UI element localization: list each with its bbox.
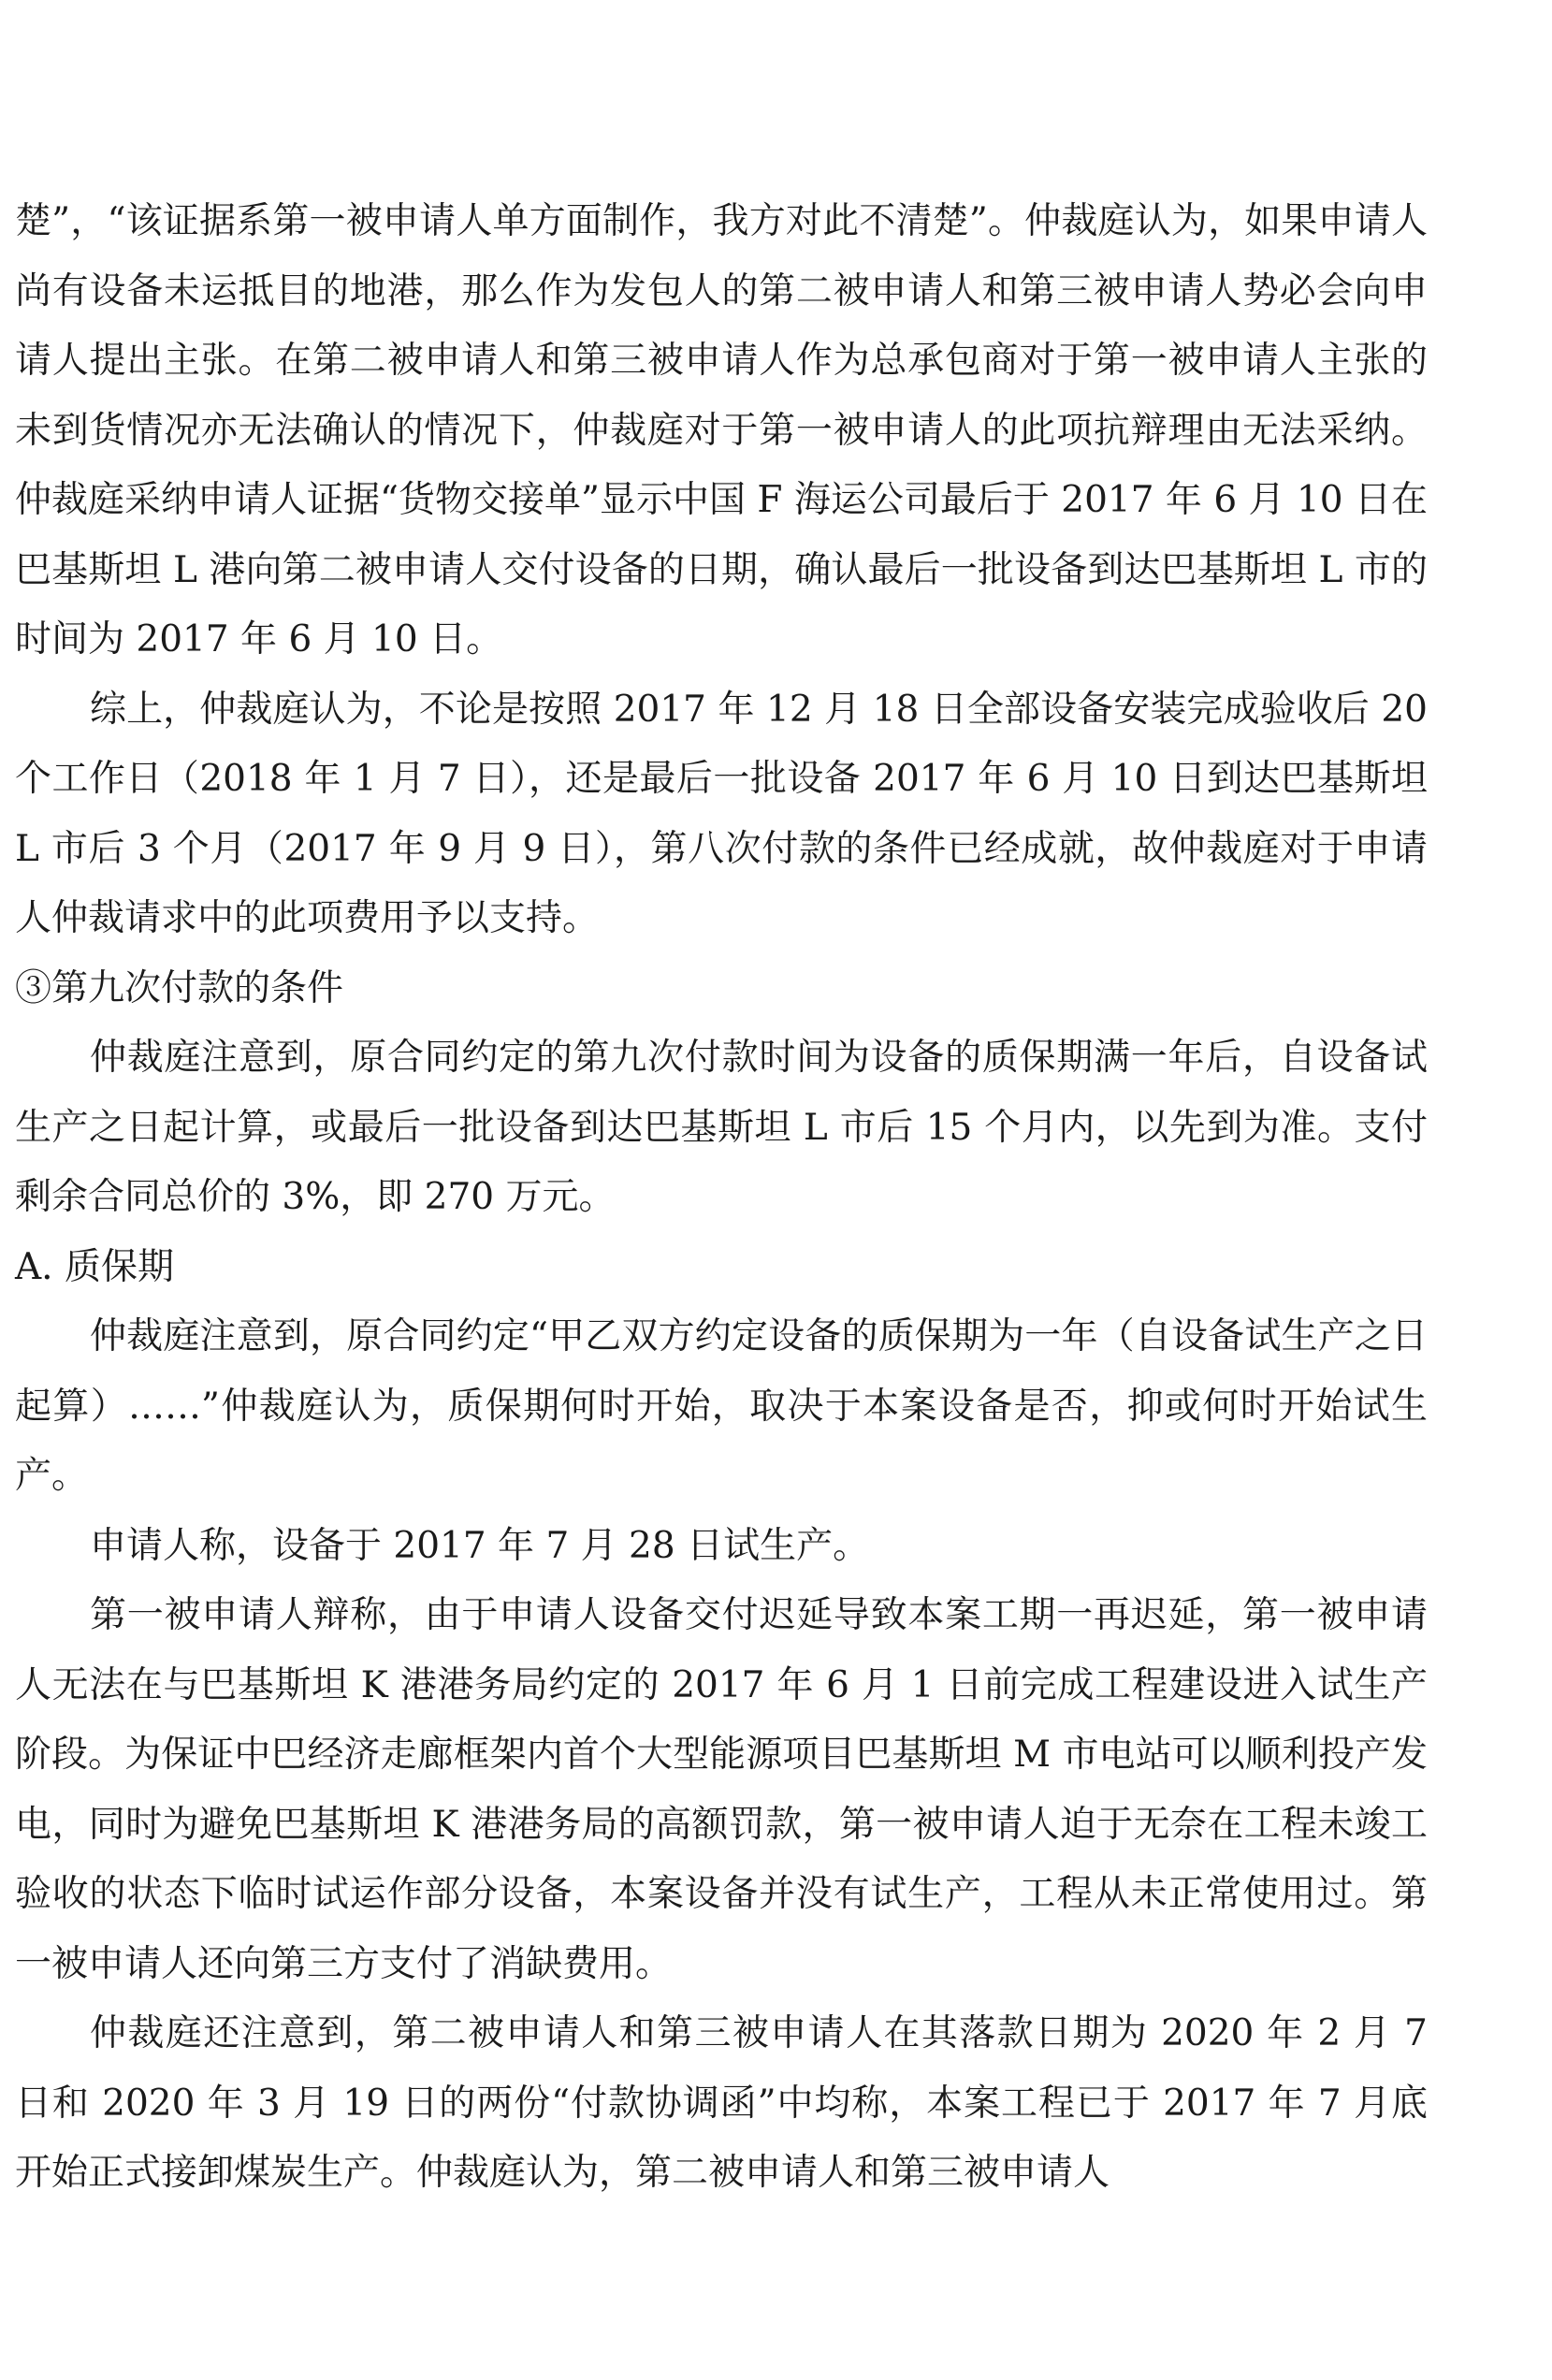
paragraph-warranty-clause: 仲裁庭注意到，原合同约定“甲乙双方约定设备的质保期为一年（自设备试生产之日起算）……”仲裁庭认为，质保期何时开始，取决于本案设备是否，抑或何时开始试生产。 [15,1315,1428,1497]
paragraph-tribunal-notes: 仲裁庭还注意到，第二被申请人和第三被申请人在其落款日期为 2020 年 2 月 7 日和 2020 年 3 月 19 日的两份“付款协调函”中均称，本案工程已于 2017 年 7 月底开始正式接卸煤炭生产。仲裁庭认为，第二被申请人和第三被申请人 [15,2012,1428,2194]
paragraph-respondent-defense: 第一被申请人辩称，由于申请人设备交付迟延导致本案工期一再迟延，第一被申请人无法在与巴基斯坦 K 港港务局约定的 2017 年 6 月 1 日前完成工程建设进入试生产阶段。为保证中巴经济走廊框架内首个大型能源项目巴基斯坦 M 市电站可以顺利投产发电，同时为避免巴基斯坦 K 港港务局的高额罚款，第一被申请人迫于无奈在工程未竣工验收的状态下临时试运作部分设备，本案设备并没有试生产，工程从未正常使用过。第一被申请人还向第三方支付了消缺费用。 [15,1594,1428,1985]
document-body [15,187,1428,2209]
paragraph-ninth-payment-terms: 仲裁庭注意到，原合同约定的第九次付款时间为设备的质保期满一年后，自设备试生产之日起计算，或最后一批设备到达巴基斯坦 L 市后 15 个月内，以先到为准。支付剩余合同总价的 3%，即 270 万元。 [15,1037,1428,1218]
paragraph-continuation: 楚”，“该证据系第一被申请人单方面制作，我方对此不清楚”。仲裁庭认为，如果申请人尚有设备未运抵目的地港，那么作为发包人的第二被申请人和第三被申请人势必会向申请人提出主张。在第二被申请人和第三被申请人作为总承包商对于第一被申请人主张的未到货情况亦无法确认的情况下，仲裁庭对于第一被申请人的此项抗辩理由无法采纳。仲裁庭采纳申请人证据“货物交接单”显示中国 F 海运公司最后于 2017 年 6 月 10 日在巴基斯坦 L 港向第二被申请人交付设备的日期，确认最后一批设备到达巴基斯坦 L 市的时间为 2017 年 6 月 10 日。 [15,200,1428,660]
paragraph-applicant-claim: 申请人称，设备于 2017 年 7 月 28 日试生产。 [90,1524,870,1567]
section-heading-ninth-payment: ③第九次付款的条件 [15,966,344,1009]
subsection-heading-warranty: A. 质保期 [15,1245,174,1288]
paragraph-summary: 综上，仲裁庭认为，不论是按照 2017 年 12 月 18 日全部设备安装完成验收后 20 个工作日（2018 年 1 月 7 日），还是最后一批设备 2017 年 6 月 10 日到达巴基斯坦 L 市后 3 个月（2017 年 9 月 9 日），第八次付款的条件已经成就，故仲裁庭对于申请人仲裁请求中的此项费用予以支持。 [15,688,1428,939]
